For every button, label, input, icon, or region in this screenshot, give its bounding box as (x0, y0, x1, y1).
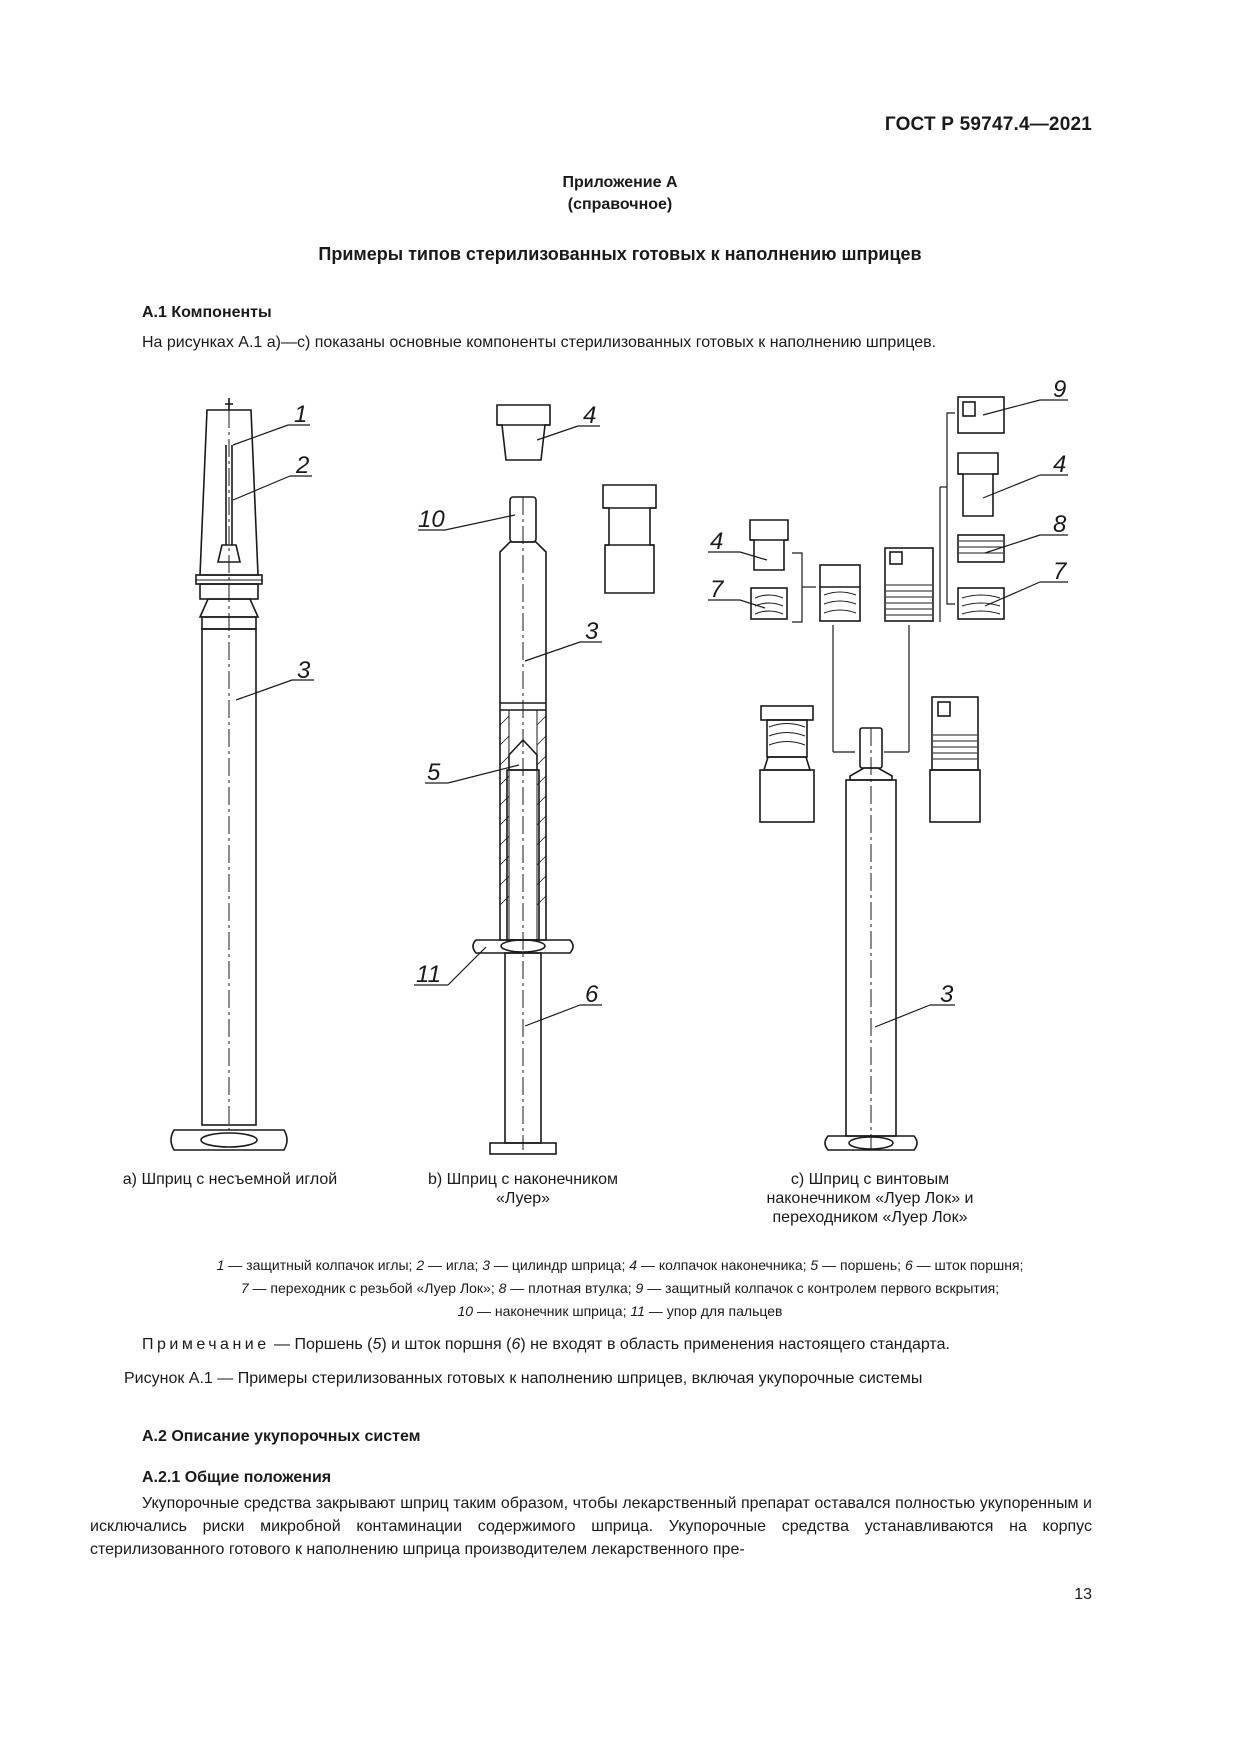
callout-3-a: 3 (297, 657, 311, 684)
main-title: Примеры типов стерилизованных готовых к наполнению шприцев (318, 244, 922, 264)
callout-3-c: 3 (940, 981, 954, 1008)
callout-7-c-right: 7 (1053, 558, 1067, 585)
section-a2-heading: А.2 Описание укупорочных систем (142, 1428, 421, 1445)
figure-note: Примечание — Поршень (5) и шток поршня (6) не входят в область применения настоящего стандарта. (142, 1336, 950, 1353)
tip-cap-c-left (750, 520, 788, 570)
caption-c: c) Шприц с винтовым наконечником «Луер Лок» и переходником «Луер Лок» (766, 1171, 974, 1226)
standard-header: ГОСТ Р 59747.4—2021 (884, 114, 1092, 135)
section-a21-heading: А.2.1 Общие положения (142, 1469, 332, 1486)
figure-title: Рисунок А.1 — Примеры стерилизованных готовых к наполнению шприцев, включая укупорочные системы (124, 1370, 923, 1387)
callout-4-c-left: 4 (710, 528, 724, 555)
callout-2: 2 (296, 452, 310, 479)
callout-1: 1 (294, 401, 308, 428)
callout-10: 10 (418, 506, 445, 533)
figure-legend: 1 — защитный колпачок иглы; 2 — игла; 3 — цилиндр шприца; 4 — колпачок наконечника; 5 — поршень; 6 — шток поршня; 7 — переходник с резьбой «Луер Лок»; 8 — плотная втулка; 9 — защитный колпачок с контролем первого вскрытия; 10 — наконечник шприца; 11 — упор для пальцев (216, 1257, 1024, 1319)
caption-a: a) Шприц с несъемной иглой (122, 1171, 338, 1188)
caption-b: b) Шприц с наконечником «Луер» (427, 1171, 619, 1207)
syringe-c (750, 397, 1004, 1150)
tip-cap-b (497, 405, 550, 460)
callout-7-c-left: 7 (710, 576, 724, 603)
syringe-a (171, 398, 287, 1150)
annex-title: Приложение А (562, 174, 678, 191)
annex-subtitle: (справочное) (567, 196, 673, 213)
callout-5: 5 (427, 759, 441, 786)
syringe-b (473, 405, 656, 1154)
callout-8: 8 (1053, 511, 1067, 538)
callout-4-c-right: 4 (1053, 451, 1067, 478)
section-a1-text: На рисунках А.1 а)—с) показаны основные компоненты стерилизованных готовых к наполнению шприцев. (142, 334, 937, 351)
section-a21-text: Укупорочные средства закрывают шприц таким образом, чтобы лекарственный препарат оставался полностью укупоренным и исключались риски микробной контаминации содержимого шприца. Укупорочные средства устанавливаются на корпус стерилизованного готового к наполнению шприца производителем лекарственного пре- (90, 1495, 1092, 1558)
page-number: 13 (1074, 1586, 1092, 1603)
callout-4-b: 4 (583, 402, 597, 429)
tip-cap-on-tip (603, 485, 656, 593)
callout-3-b: 3 (585, 618, 599, 645)
section-a1-heading: А.1 Компоненты (142, 304, 272, 321)
callout-6: 6 (585, 981, 599, 1008)
callout-9: 9 (1053, 376, 1067, 403)
callout-11: 11 (416, 961, 441, 988)
tip-cap-c-right (958, 453, 998, 516)
syringe-with-adapter (760, 770, 814, 822)
